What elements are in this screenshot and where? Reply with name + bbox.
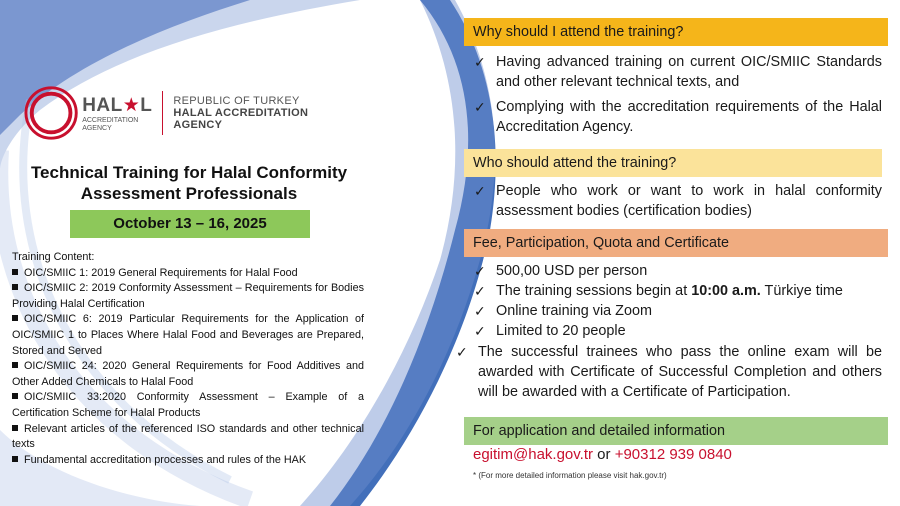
- fee-sessions: ✓ The training sessions begin at 10:00 a.m. Türkiye time: [474, 283, 843, 299]
- email-link[interactable]: egitim@hak.gov.tr: [473, 446, 593, 463]
- logo-sub1: ACCREDITATION: [82, 116, 139, 124]
- check-icon: ✓: [474, 183, 486, 199]
- page-title: Technical Training for Halal Conformity Assessment Professionals: [30, 163, 348, 203]
- why-heading: Why should I attend the training?: [464, 18, 888, 46]
- agency-line1: REPUBLIC OF TURKEY: [173, 95, 300, 107]
- bullet-icon: [12, 393, 18, 399]
- logo-crescent-icon: [24, 85, 78, 141]
- fee-heading: Fee, Participation, Quota and Certificate: [464, 229, 888, 257]
- star-icon: ★: [122, 94, 141, 116]
- list-item: Relevant articles of the referenced ISO standards and other technical texts: [12, 422, 364, 451]
- bullet-icon: [12, 284, 18, 290]
- session-time: 10:00 a.m.: [691, 283, 761, 299]
- check-icon: ✓: [474, 303, 486, 319]
- check-icon: ✓: [456, 344, 468, 360]
- phone-link[interactable]: +90312 939 0840: [614, 446, 732, 463]
- training-content-list: [12, 266, 364, 469]
- bullet-icon: [12, 315, 18, 321]
- who-heading: Who should attend the training?: [464, 149, 882, 177]
- logo-divider: [162, 91, 163, 135]
- list-item: ✓ Having advanced training on current OIC/SMIIC Standards and other relevant technical texts, and: [474, 54, 882, 90]
- logo-wordmark: [82, 94, 152, 133]
- fee-limit: ✓ Limited to 20 people: [474, 323, 626, 339]
- list-item: OIC/SMIIC 6: 2019 Particular Requirements for the Application of OIC/SMIIC 1 to Places Where Halal Food and Beverages are Prepared, Stored and Served: [12, 313, 364, 357]
- logo: [24, 84, 354, 142]
- logo-main-text: HAL: [82, 94, 123, 116]
- fee-online: ✓ Online training via Zoom: [474, 303, 652, 319]
- list-item: Fundamental accreditation processes and rules of the HAK: [12, 453, 364, 469]
- check-icon: ✓: [474, 99, 486, 115]
- bullet-icon: [12, 456, 18, 462]
- list-item: OIC/SMIIC 33:2020 Conformity Assessment – Example of a Certification Scheme for Halal Products: [12, 391, 364, 419]
- check-icon: ✓: [474, 263, 486, 279]
- check-icon: ✓: [474, 54, 486, 70]
- why-list: [474, 52, 882, 137]
- check-icon: ✓: [474, 323, 486, 339]
- list-item: OIC/SMIIC 2: 2019 Conformity Assessment – Requirements for Bodies Providing Halal Certification: [12, 282, 364, 310]
- bullet-icon: [12, 425, 18, 431]
- who-list: [474, 181, 882, 221]
- logo-main-text-end: L: [140, 94, 153, 116]
- fee-price: ✓ 500,00 USD per person: [474, 263, 648, 279]
- application-heading: For application and detailed information: [464, 417, 888, 445]
- training-content: [12, 250, 364, 468]
- check-icon: ✓: [474, 283, 486, 299]
- agency-name: [173, 95, 354, 131]
- list-item: ✓ People who work or want to work in halal conformity assessment bodies (certification bodies): [474, 183, 882, 219]
- logo-sub2: AGENCY: [82, 124, 112, 132]
- list-item: ✓ Complying with the accreditation requirements of the Halal Accreditation Agency.: [474, 99, 882, 135]
- date-badge: October 13 – 16, 2025: [70, 210, 310, 238]
- contact-or: or: [593, 446, 615, 463]
- bullet-icon: [12, 269, 18, 275]
- list-item: OIC/SMIIC 1: 2019 General Requirements for Halal Food: [12, 266, 364, 282]
- training-content-heading: Training Content:: [12, 251, 95, 263]
- certificate-list: [456, 342, 882, 402]
- bullet-icon: [12, 362, 18, 368]
- fee-certificate: ✓ The successful trainees who pass the online exam will be awarded with Certificate of Successful Completion and others will be awarded with a Certificate of Participation.: [456, 344, 882, 400]
- fee-list: [474, 261, 882, 341]
- list-item: OIC/SMIIC 24: 2020 General Requirements for Food Additives and Other Added Chemicals to Halal Food: [12, 360, 364, 388]
- contact-line: [473, 446, 732, 463]
- footnote: * (For more detailed information please visit hak.gov.tr): [473, 471, 667, 480]
- agency-line2: HALAL ACCREDITATION AGENCY: [173, 107, 309, 131]
